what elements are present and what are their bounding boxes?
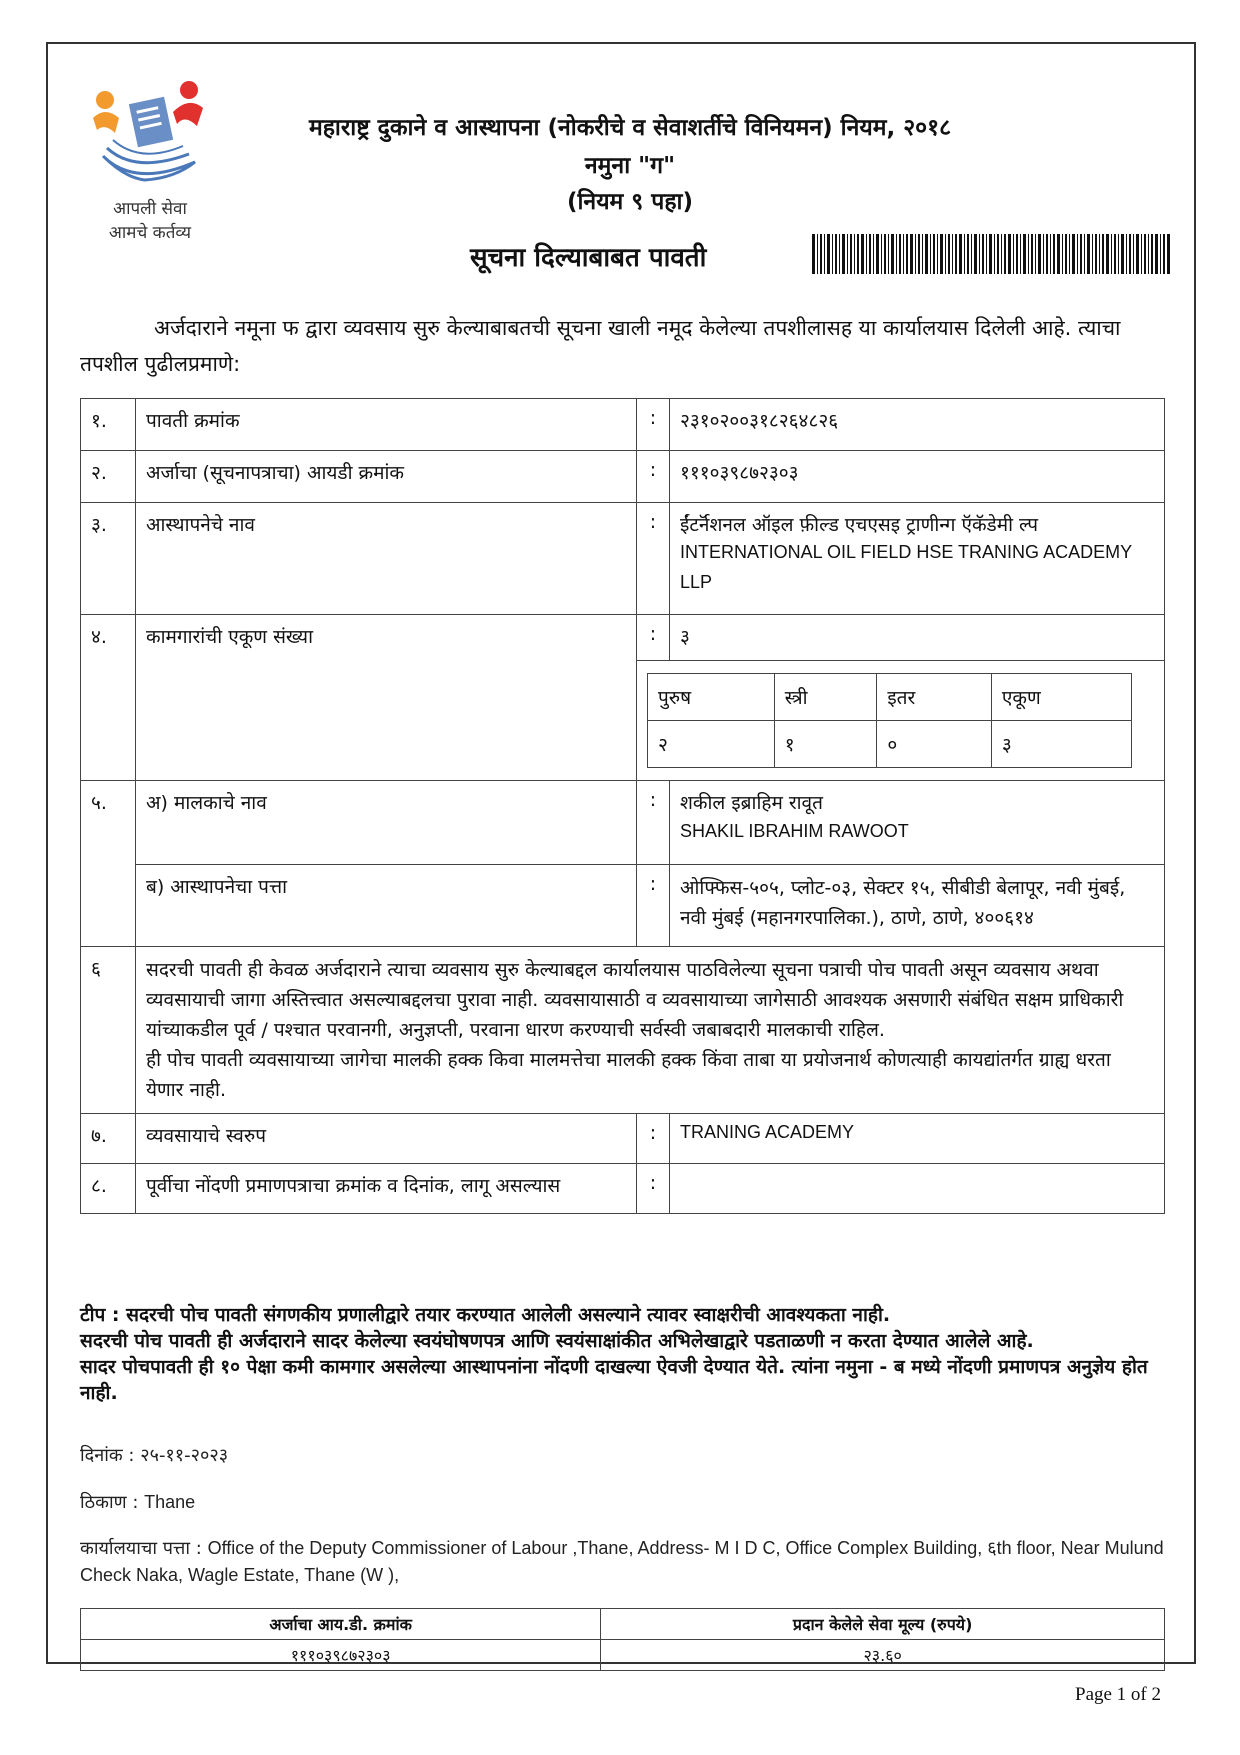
row-colon: :	[637, 615, 670, 661]
place-label: ठिकाण :	[80, 1492, 139, 1513]
row-label: पूर्वीचा नोंदणी प्रमाणपत्राचा क्रमांक व दिनांक, लागू असल्यास	[136, 1164, 637, 1214]
establishment-name	[670, 503, 1165, 615]
page-number: Page 1 of 2	[1075, 1684, 1162, 1705]
note-line-1: टीप : सदरची पोच पावती संगणकीय प्रणालीद्वारे तयार करण्यात आलेली असल्याने त्यावर स्वाक्षरीची आवश्यकता नाही.	[80, 1304, 891, 1326]
worker-breakdown-cell	[637, 661, 1165, 781]
place-line	[80, 1490, 195, 1514]
table-row	[648, 674, 1132, 721]
barcode-icon	[812, 234, 1170, 274]
header-other: इतर	[877, 674, 992, 721]
row-colon: :	[637, 451, 670, 503]
header-male: पुरुष	[648, 674, 775, 721]
table-row	[81, 1164, 1165, 1214]
row-colon: :	[637, 781, 670, 865]
office-address: Office of the Deputy Commissioner of Labour ,Thane, Address- M I D C, Office Complex Building, ६th floor, Near Mulund Check Naka, Wagle Estate, Thane (W ),	[80, 1538, 1164, 1585]
fee-table	[80, 1608, 1165, 1671]
row-label: व्यवसायाचे स्वरुप	[136, 1114, 637, 1164]
row-number: २.	[81, 451, 136, 503]
establishment-name-marathi: ईंटर्नॅशनल ऑइल फ़ील्ड एचएसइ ट्राणीन्ग ऍकॅडेमी ल्प	[680, 514, 1038, 536]
table-row	[81, 399, 1165, 451]
table-row	[81, 947, 1165, 1114]
row-label: कामगारांची एकूण संख्या	[136, 615, 637, 781]
row-label: अर्जाचा (सूचनापत्राचा) आयडी क्रमांक	[136, 451, 637, 503]
fee-header-amount: प्रदान केलेले सेवा मूल्य (रुपये)	[601, 1609, 1165, 1640]
row-number: ६	[81, 947, 136, 1114]
disclaimer-paragraph-2: ही पोच पावती व्यवसायाच्या जागेचा मालकी हक्क किवा मालमत्तेचा मालकी हक्क किंवा ताबा या प्रयोजनार्थ कोणत्याही कायद्यांतर्गत ग्राह्य धरता येणार नाही.	[146, 1049, 1111, 1101]
note-line-3: सादर पोचपावती ही १० पेक्षा कमी कामगार असलेल्या आस्थापनांना नोंदणी दाखल्या ऐवजी देण्यात येते. त्यांना नमुना - ब मध्ये नोंदणी प्रमाणपत्र अनुज्ञेय होत नाही.	[80, 1356, 1148, 1404]
row-number: ५.	[81, 781, 136, 947]
row-label: ब) आस्थापनेचा पत्ता	[136, 865, 637, 947]
rule-reference: (नियम ९ पहा)	[566, 189, 694, 215]
row-label: अ) मालकाचे नाव	[136, 781, 637, 865]
count-male: २	[648, 721, 775, 768]
row-number: ७.	[81, 1114, 136, 1164]
form-name: नमुना "ग"	[584, 153, 676, 179]
date-value: २५-११-२०२३	[140, 1445, 229, 1466]
worker-breakdown-table	[647, 673, 1132, 768]
row-colon: :	[637, 1114, 670, 1164]
office-label: कार्यालयाचा पत्ता :	[80, 1538, 202, 1559]
date-label: दिनांक :	[80, 1445, 135, 1466]
receipt-details-table	[80, 398, 1165, 1214]
count-total: ३	[991, 721, 1131, 768]
disclaimer-text	[136, 947, 1165, 1114]
table-row	[81, 1640, 1165, 1671]
table-row	[81, 451, 1165, 503]
row-number: ३.	[81, 503, 136, 615]
intro-text: अर्जदाराने नमूना फ द्वारा व्यवसाय सुरु केल्याबाबतची सूचना खाली नमूद केलेल्या तपशीलासह या कार्यालयास दिलेली आहे. त्याचा तपशील पुढीलप्रमाणे:	[80, 316, 1121, 376]
row-number: ४.	[81, 615, 136, 781]
note-section	[80, 1302, 1170, 1406]
intro-paragraph	[80, 310, 1180, 382]
table-row	[648, 721, 1132, 768]
application-id: १११०३९८७२३०३	[670, 451, 1165, 503]
establishment-address: ओफ्फिस-५०५, प्लोट-०३, सेक्टर १५, सीबीडी बेलापूर, नवी मुंबई, नवी मुंबई (महानगरपालिका.), ठाणे, ठाणे, ४००६१४	[670, 865, 1165, 947]
business-nature: TRANING ACADEMY	[670, 1114, 1165, 1164]
count-female: १	[774, 721, 877, 768]
logo-tagline-1: आपली सेवा	[113, 199, 187, 219]
total-workers: ३	[670, 615, 1165, 661]
owner-name-english: SHAKIL IBRAHIM RAWOOT	[680, 821, 909, 841]
note-line-2: सदरची पोच पावती ही अर्जदाराने सादर केलेल्या स्वयंघोषणपत्र आणि स्वयंसाक्षांकीत अभिलेखाद्वारे पडताळणी न करता देण्यात आलेले आहे.	[80, 1330, 1034, 1352]
row-label: आस्थापनेचे नाव	[136, 503, 637, 615]
table-row	[81, 615, 1165, 661]
fee-app-id: १११०३९८७२३०३	[81, 1640, 601, 1671]
table-row	[81, 781, 1165, 865]
table-row	[81, 1114, 1165, 1164]
table-row	[81, 1609, 1165, 1640]
place-value: Thane	[144, 1492, 196, 1512]
previous-registration	[670, 1164, 1165, 1214]
row-label: पावती क्रमांक	[136, 399, 637, 451]
disclaimer-paragraph-1: सदरची पावती ही केवळ अर्जदाराने त्याचा व्यवसाय सुरु केल्याबद्दल कार्यालयास पाठविलेल्या सूचना पत्राची पोच पावती असून व्यवसाय अथवा व्यवसायाची जागा अस्तित्त्वात असल्याबद्दलचा पुरावा नाही. व्यवसायासाठी व व्यवसायाच्या जागेसाठी आवश्यक असणारी संबंधित सक्षम प्राधिकारी यांच्याकडील पूर्व / पश्चात परवानगी, अनुज्ञप्ती, परवाना धारण करण्याची सर्वस्वी जबाबदारी मालकाची राहिल.	[146, 959, 1124, 1041]
fee-amount: २३.६०	[601, 1640, 1165, 1671]
page-title: सूचना दिल्याबाबत पावती	[470, 243, 707, 273]
row-number: १.	[81, 399, 136, 451]
row-colon: :	[637, 503, 670, 615]
office-address-line	[80, 1535, 1170, 1589]
row-number: ८.	[81, 1164, 136, 1214]
row-colon: :	[637, 865, 670, 947]
row-colon: :	[637, 1164, 670, 1214]
owner-name	[670, 781, 1165, 865]
header-female: स्त्री	[774, 674, 877, 721]
fee-header-app-id: अर्जाचा आय.डी. क्रमांक	[81, 1609, 601, 1640]
receipt-number: २३१०२००३१८२६४८२६	[670, 399, 1165, 451]
table-row	[81, 865, 1165, 947]
table-row	[81, 503, 1165, 615]
row-colon: :	[637, 399, 670, 451]
count-other: ०	[877, 721, 992, 768]
date-line	[80, 1443, 228, 1467]
owner-name-marathi: शकील इब्राहिम रावूत	[680, 792, 823, 814]
header-total: एकूण	[991, 674, 1131, 721]
rule-heading: महाराष्ट्र दुकाने व आस्थापना (नोकरीचे व सेवाशर्तीचे विनियमन) नियम, २०१८	[308, 115, 952, 141]
establishment-name-english: INTERNATIONAL OIL FIELD HSE TRANING ACADEMY LLP	[680, 542, 1132, 592]
logo-tagline-2: आमचे कर्तव्य	[108, 223, 192, 243]
